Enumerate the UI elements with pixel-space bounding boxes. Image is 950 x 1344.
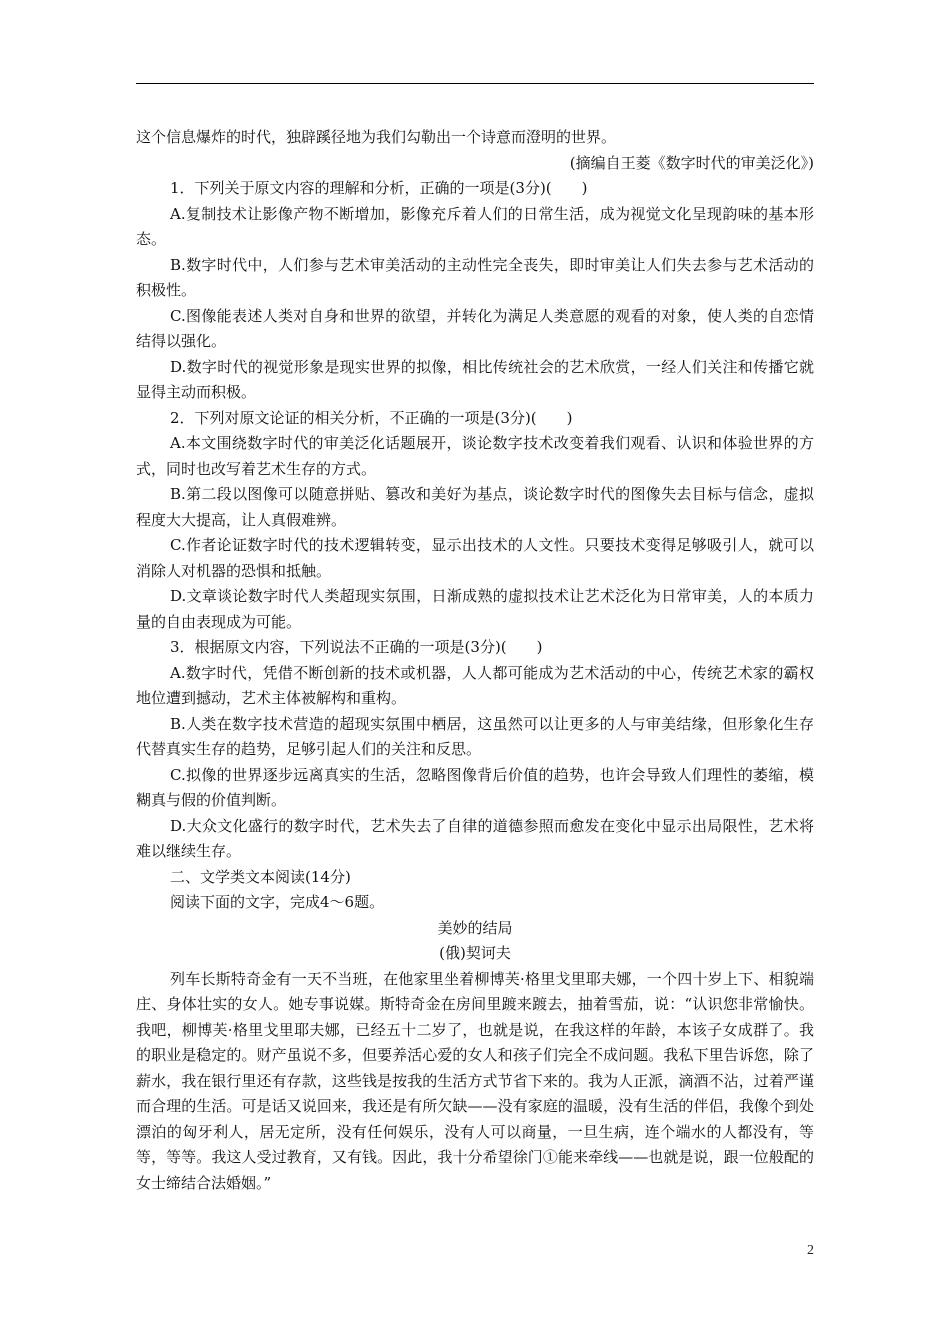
option-d: D.文章谈论数字时代人类超现实氛围，日渐成熟的虚拟技术让艺术泛化为日常审美，人的本质力量的自由表现成为可能。 <box>136 587 814 631</box>
page-number: 2 <box>807 1243 814 1258</box>
option-c: C.图像能表述人类对自身和世界的欲望，并转化为满足人类意愿的观看的对象，使人类的自恋情结得以强化。 <box>136 306 814 350</box>
opening-line: 这个信息爆炸的时代，独辟蹊径地为我们勾勒出一个诗意而澄明的世界。 <box>136 128 617 146</box>
source-note: (摘编自王菱《数字时代的审美泛化》) <box>569 153 814 172</box>
question-stem: 3．根据原文内容，下列说法不正确的一项是(3分)( ) <box>170 638 543 656</box>
option-a: A.数字时代，凭借不断创新的技术或机器，人人都可能成为艺术活动的中心，传统艺术家的霸权地位遭到撼动，艺术主体被解构和重构。 <box>136 663 814 707</box>
header-rule <box>136 83 814 84</box>
option-c: C.拟像的世界逐步远离真实的生活，忽略图像背后价值的趋势，也许会导致人们理性的萎缩，模糊真与假的价值判断。 <box>136 765 814 809</box>
page-content <box>136 125 814 1196</box>
option-b: B.人类在数字技术营造的超现实氛围中栖居，这虽然可以让更多的人与审美结缘，但形象化生存代替真实生存的趋势，足够引起人们的关注和反思。 <box>136 714 814 758</box>
option-a: A.复制技术让影像产物不断增加，影像充斥着人们的日常生活，成为视觉文化呈现韵味的基本形态。 <box>136 204 814 248</box>
option-d: D.大众文化盛行的数字时代，艺术失去了自律的道德参照而愈发在变化中显示出局限性，艺术将难以继续生存。 <box>136 816 814 860</box>
story-paragraph: 列车长斯特奇金有一天不当班，在他家里坐着柳博芙·格里戈里耶夫娜，一个四十岁上下、相貌端庄、身体壮实的女人。她专事说媒。斯特奇金在房间里踱来踱去，抽着雪茄，说：“认识您非常愉快。我吧，柳博芙·格里戈里耶夫娜，已经五十二岁了，也就是说，在我这样的年龄，本该子女成群了。我的职业是稳定的。财产虽说不多，但要养活心爱的女人和孩子们完全不成问题。我私下里告诉您，除了薪水，我在银行里还有存款，这些钱是按我的生活方式节省下来的。我为人正派，滴酒不沾，过着严谨而合理的生活。可是话又说回来，我还是有所欠缺——没有家庭的温暖，没有生活的伴侣，我像个到处漂泊的匈牙利人，居无定所，没有任何娱乐，没有人可以商量，一旦生病，连个端水的人都没有，等等，等等。我这人受过教育，又有钱。因此，我十分希望徐门①能来牵线——也就是说，跟一位般配的女士缔结合法婚姻。” <box>136 969 814 1192</box>
question-stem: 2．下列对原文论证的相关分析，不正确的一项是(3分)( ) <box>170 408 573 427</box>
question-1 <box>136 176 814 406</box>
section-heading: 二、文学类文本阅读(14分) <box>170 867 351 886</box>
story-author: (俄)契诃夫 <box>439 944 511 962</box>
option-b: B.第二段以图像可以随意拼贴、篡改和美好为基点，谈论数字时代的图像失去目标与信念，虚拟程度大大提高，让人真假难辨。 <box>136 485 814 529</box>
question-stem: 1．下列关于原文内容的理解和分析，正确的一项是(3分)( ) <box>170 179 588 197</box>
question-2 <box>136 406 814 636</box>
option-c: C.作者论证数字时代的技术逻辑转变，显示出技术的人文性。只要技术变得足够吸引人，就可以消除人对机器的恐惧和抵触。 <box>136 536 814 580</box>
story-title: 美妙的结局 <box>437 918 513 937</box>
option-a: A.本文围绕数字时代的审美泛化话题展开，谈论数字技术改变着我们观看、认识和体验世界的方式，同时也改写着艺术生存的方式。 <box>136 434 814 478</box>
reading-instruction: 阅读下面的文字，完成4～6题。 <box>170 893 385 911</box>
option-b: B.数字时代中，人们参与艺术审美活动的主动性完全丧失，即时审美让人们失去参与艺术活动的积极性。 <box>136 255 814 299</box>
question-3 <box>136 635 814 865</box>
option-d: D.数字时代的视觉形象是现实世界的拟像，相比传统社会的艺术欣赏，一经人们关注和传播它就显得主动而积极。 <box>136 357 814 401</box>
